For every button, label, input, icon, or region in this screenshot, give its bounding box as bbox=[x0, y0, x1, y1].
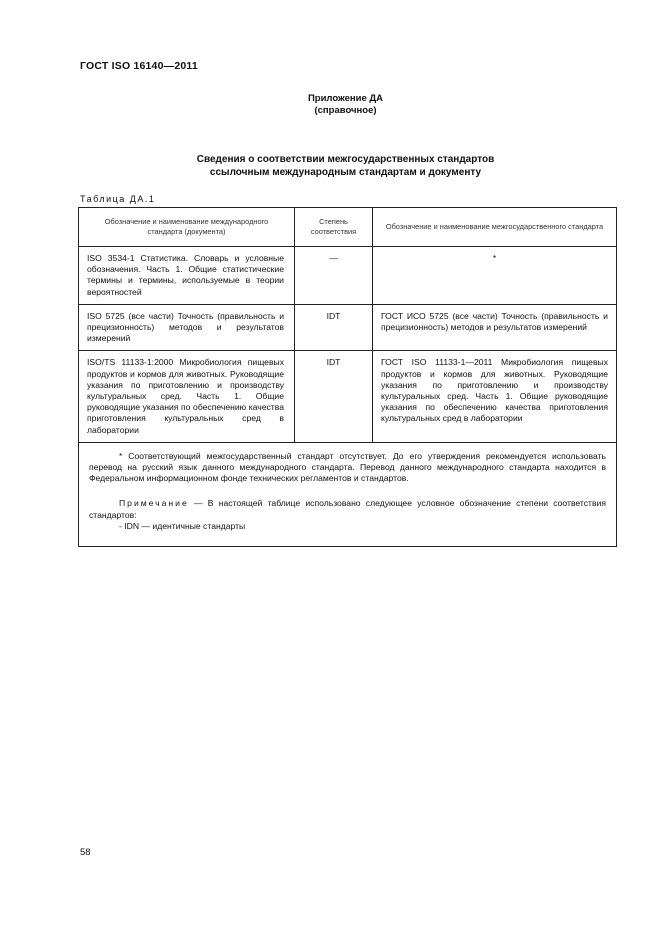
note-list-item: - IDN — идентичные стандарты bbox=[119, 520, 246, 531]
cell-international: ISO 5725 (все части) Точность (правильность и прецизионность) методов и результатов измерений bbox=[79, 304, 295, 351]
cell-interstate: * bbox=[373, 247, 617, 305]
header-degree: Степень соответствия bbox=[295, 208, 373, 247]
section-title-line2: ссылочным международным стандартам и документу bbox=[209, 167, 482, 178]
cell-degree: IDT bbox=[295, 304, 373, 351]
cell-degree: IDT bbox=[295, 351, 373, 442]
table-row bbox=[79, 304, 617, 351]
appendix-subtitle: (справочное) bbox=[314, 105, 377, 116]
document-standard-id: ГОСТ ISO 16140—2011 bbox=[80, 60, 198, 72]
table-note bbox=[89, 498, 606, 532]
cell-degree: — bbox=[295, 247, 373, 305]
table-footnote: * Соответствующий межгосударственный стандарт отсутствует. До его утверждения рекомендуется использовать перевод на русский язык данного международного стандарта. Перевод данного международного стандарта находится в Федеральном информационном фонде технических регламентов и стандартов. bbox=[89, 450, 606, 484]
table-row bbox=[79, 247, 617, 305]
table-notes bbox=[79, 442, 617, 546]
appendix-title: Приложение ДА bbox=[307, 93, 384, 104]
header-international: Обозначение и наименование международного стандарта (документа) bbox=[79, 208, 295, 247]
cell-international: ISO 3534-1 Статистика. Словарь и условные обозначения. Часть 1. Общие статистические термины и термины, используемые в теории вероятностей bbox=[79, 247, 295, 305]
note-text: — В настоящей таблице использовано следующее условное обозначение степени соответствия стандартов: bbox=[89, 498, 606, 520]
page-number: 58 bbox=[80, 847, 91, 858]
header-interstate: Обозначение и наименование межгосударственного стандарта bbox=[373, 208, 617, 247]
cell-interstate: ГОСТ ИСО 5725 (все части) Точность (правильность и прецизионность) методов и результатов измерений bbox=[373, 304, 617, 351]
cell-interstate: ГОСТ ISO 11133-1—2011 Микробиология пищевых продуктов и кормов для животных. Руководящие указания по приготовлению и производству культуральных сред. Часть 1. Общие руководящие указания по обеспечению качества приготовления культуральных сред в лаборатории bbox=[373, 351, 617, 442]
note-label: Примечание bbox=[119, 498, 189, 509]
table-notes-row bbox=[79, 442, 617, 546]
table-header-row bbox=[79, 208, 617, 247]
correspondence-table bbox=[78, 207, 616, 547]
appendix-heading bbox=[0, 93, 661, 117]
section-title bbox=[0, 153, 661, 179]
table-caption: Таблица ДА.1 bbox=[80, 194, 156, 204]
table-row bbox=[79, 351, 617, 442]
cell-international: ISO/TS 11133-1:2000 Микробиология пищевых продуктов и кормов для животных. Руководящие указания по приготовлению и производству культуральных сред. Часть 1. Общие руководящие указания по обеспечению качества приготовления культуральных сред в лаборатории bbox=[79, 351, 295, 442]
section-title-line1: Сведения о соответствии межгосударственных стандартов bbox=[196, 154, 495, 165]
